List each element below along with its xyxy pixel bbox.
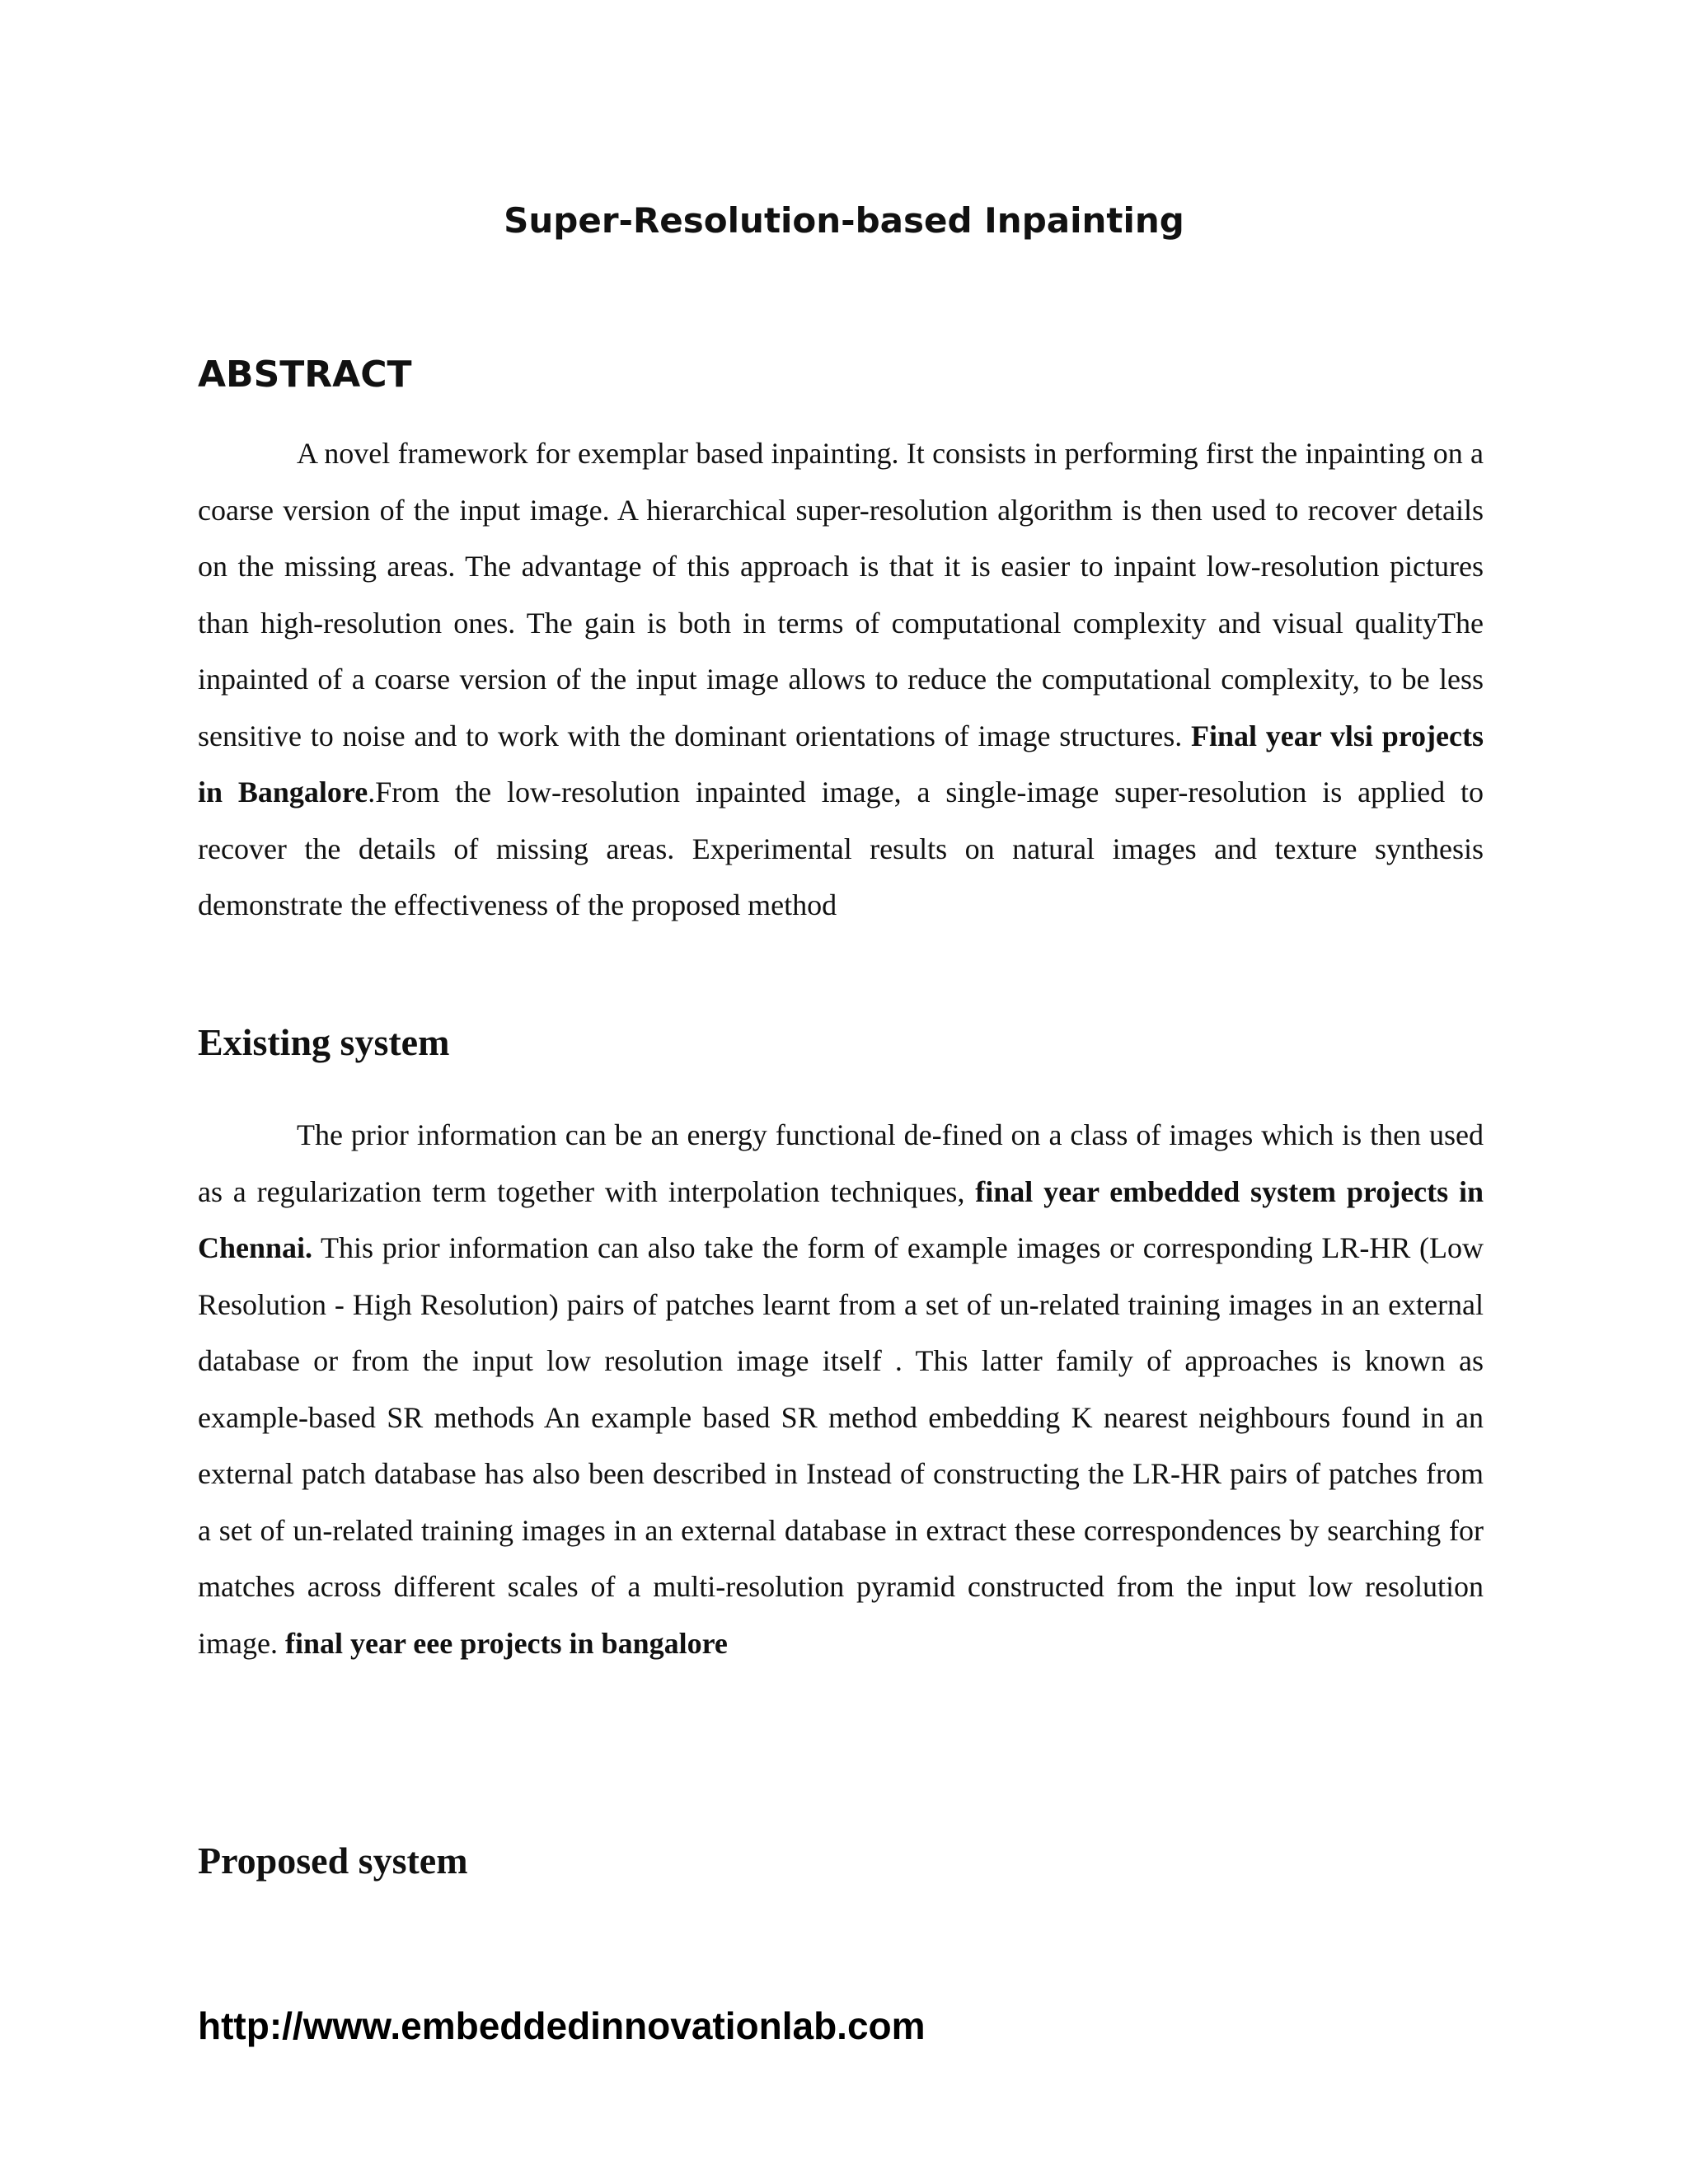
existing-text-2: This prior information can also take the form of example images or corresponding LR-HR (Low Resolution - High Resolution) pairs of patches learnt from a set of un-related training images in an external database or from the input low resolution image itself . This latter family of approaches is known as example-based SR methods An example based SR method embedding K nearest neighbours found in an external patch database has also been described in Instead of constructing the LR-HR pairs of patches from a set of un-related training images in an external database in extract these correspondences by searching for matches across different scales of a multi-resolution pyramid constructed from the input low resolution image. bbox=[198, 1231, 1484, 1660]
existing-system-paragraph bbox=[198, 1107, 1484, 1671]
existing-highlight-link-2: final year eee projects in bangalore bbox=[284, 1626, 728, 1660]
existing-highlight-link-1: final year embedded system projects in Chennai. bbox=[198, 1174, 1484, 1264]
existing-system-heading: Existing system bbox=[198, 1021, 450, 1063]
abstract-text-1: A novel framework for exemplar based inpainting. It consists in performing first the inpainting on a coarse version of the input image. A hierarchical super-resolution algorithm is then used to recover details on the missing areas. The advantage of this approach is that it is easier to inpaint low-resolution pictures than high-resolution ones. The gain is both in terms of computational complexity and visual qualityThe inpainted of a coarse version of the input image allows to reduce the computational complexity, to be less sensitive to noise and to work with the dominant orientations of image structures. bbox=[198, 437, 1484, 752]
abstract-paragraph bbox=[198, 425, 1484, 934]
abstract-text-2: .From the low-resolution inpainted image, a single-image super-resolution is applied to recover the details of missing areas. Experimental results on natural images and texture synthesis demonstrate the effectiveness of the proposed method bbox=[198, 776, 1484, 921]
proposed-system-heading: Proposed system bbox=[198, 1840, 468, 1882]
document-title: Super-Resolution-based Inpainting bbox=[504, 200, 1184, 241]
abstract-heading: ABSTRACT bbox=[198, 354, 412, 396]
footer-website-link[interactable]: http://www.embeddedinnovationlab.com bbox=[198, 2004, 926, 2047]
abstract-highlight-link: Final year vlsi projects in Bangalore bbox=[198, 719, 1484, 808]
existing-text-1: The prior information can be an energy functional de-fined on a class of images which is then used as a regularization term together with interpolation techniques, bbox=[198, 1118, 1484, 1208]
